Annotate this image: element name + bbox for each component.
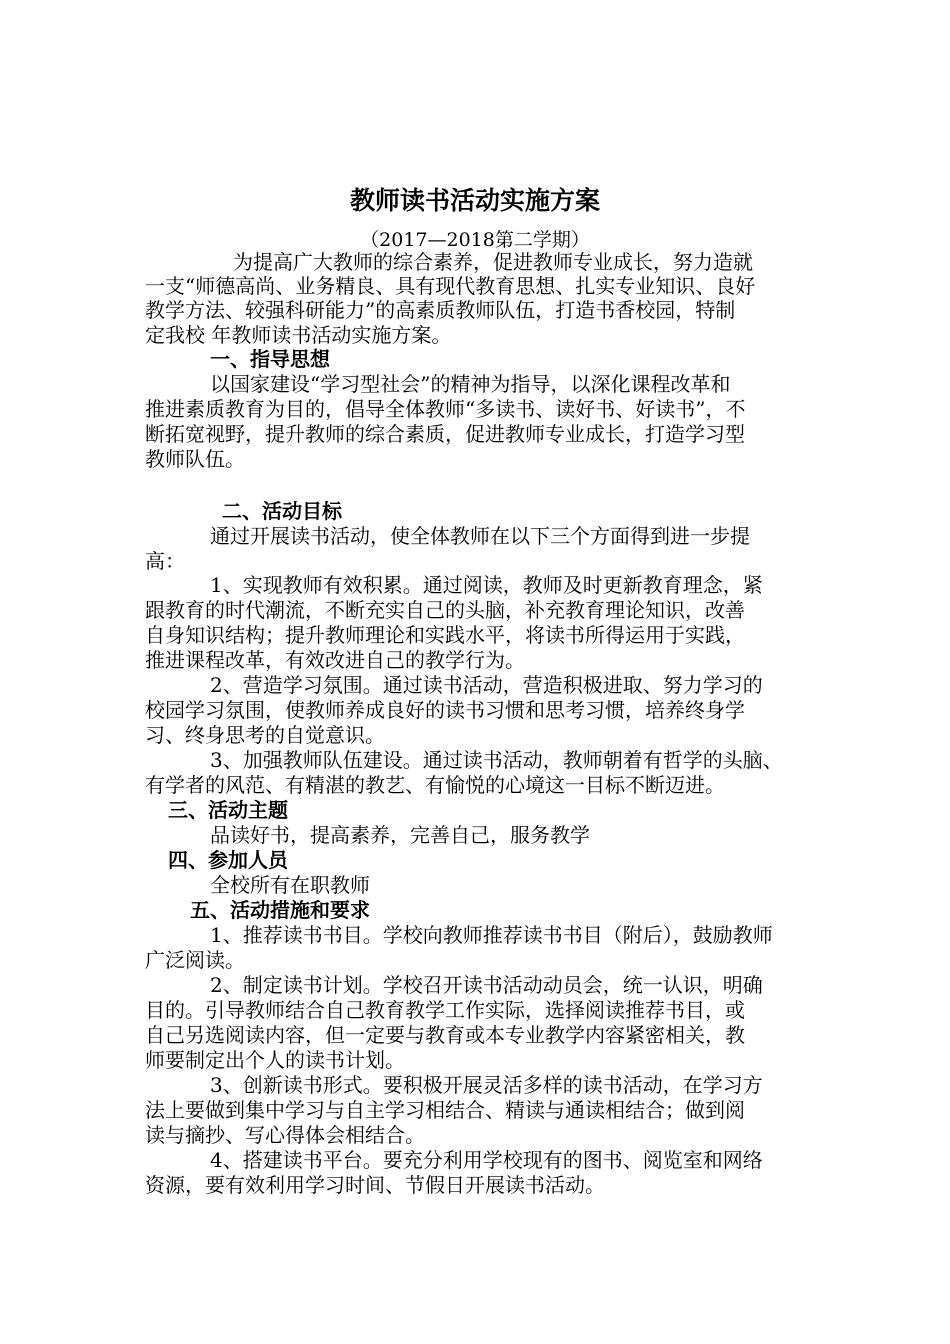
paragraph-line: 品读好书，提高素养，完善自己，服务教学: [210, 823, 590, 847]
paragraph-line: 教师队伍。: [145, 447, 245, 471]
paragraph-line: 2、制定读书计划。学校召开读书活动动员会，统一认识，明确: [210, 973, 763, 997]
paragraph-line: 推进素质教育为目的，倡导全体教师“多读书、读好书、好读书”，不: [145, 397, 746, 421]
section-heading: 四、参加人员: [168, 848, 288, 872]
paragraph-line: 3、加强教师队伍建设。通过读书活动，教师朝着有哲学的头脑、: [210, 748, 783, 772]
paragraph-line: 1、推荐读书书目。学校向教师推荐读书书目（附后），鼓励教师: [210, 923, 773, 947]
paragraph-line: 4、搭建读书平台。要充分利用学校现有的图书、阅览室和网络: [210, 1148, 763, 1172]
paragraph-line: 自己另选阅读内容，但一定要与教育或本专业教学内容紧密相关，教: [145, 1023, 745, 1047]
paragraph-line: 2、营造学习氛围。通过读书活动，营造积极进取、努力学习的: [210, 673, 763, 697]
paragraph-line: 定我校 年教师读书活动实施方案。: [145, 323, 452, 347]
paragraph-line: 广泛阅读。: [145, 948, 245, 972]
paragraph-line: 校园学习氛围，使教师养成良好的读书习惯和思考习惯，培养终身学: [145, 698, 745, 722]
section-heading: 三、活动主题: [168, 798, 288, 822]
document-title: 教师读书活动实施方案: [349, 186, 600, 215]
paragraph-line: 自身知识结构；提升教师理论和实践水平，将读书所得运用于实践，: [145, 623, 745, 647]
paragraph-line: 1、实现教师有效积累。通过阅读，教师及时更新教育理念，紧: [210, 573, 763, 597]
paragraph-line: 读与摘抄、写心得体会相结合。: [145, 1123, 425, 1147]
section-heading: 五、活动措施和要求: [190, 898, 370, 922]
paragraph-line: 断拓宽视野，提升教师的综合素质，促进教师专业成长，打造学习型: [145, 422, 745, 446]
paragraph-line: 资源，要有效利用学习时间、节假日开展读书活动。: [145, 1173, 605, 1197]
paragraph-line: 目的。引导教师结合自己教育教学工作实际，选择阅读推荐书目，或: [145, 998, 745, 1022]
paragraph-line: 法上要做到集中学习与自主学习相结合、精读与通读相结合；做到阅: [145, 1098, 745, 1122]
section-heading: 二、活动目标: [222, 499, 342, 523]
paragraph-line: 高：: [145, 549, 185, 573]
paragraph-line: 习、终身思考的自觉意识。: [145, 723, 385, 747]
paragraph-line: 为提高广大教师的综合素养，促进教师专业成长，努力造就: [233, 250, 753, 274]
paragraph-line: 全校所有在职教师: [210, 873, 370, 897]
paragraph-line: 一支“师德高尚、业务精良、具有现代教育思想、扎实专业知识、良好: [145, 274, 756, 298]
paragraph-line: 以国家建设“学习型社会”的精神为指导，以深化课程改革和: [210, 372, 731, 396]
paragraph-line: 跟教育的时代潮流，不断充实自己的头脑，补充教育理论知识，改善: [145, 598, 745, 622]
document-subtitle: （2017—2018第二学期）: [360, 229, 590, 251]
paragraph-line: 推进课程改革，有效改进自己的教学行为。: [145, 648, 525, 672]
paragraph-line: 师要制定出个人的读书计划。: [145, 1048, 405, 1072]
section-heading: 一、指导思想: [210, 347, 330, 371]
paragraph-line: 教学方法、较强科研能力”的高素质教师队伍，打造书香校园，特制: [145, 298, 736, 322]
paragraph-line: 3、创新读书形式。要积极开展灵活多样的读书活动，在学习方: [210, 1073, 763, 1097]
paragraph-line: 有学者的风范、有精湛的教艺、有愉悦的心境这一目标不断迈进。: [145, 773, 725, 797]
paragraph-line: 通过开展读书活动，使全体教师在以下三个方面得到进一步提: [210, 524, 750, 548]
